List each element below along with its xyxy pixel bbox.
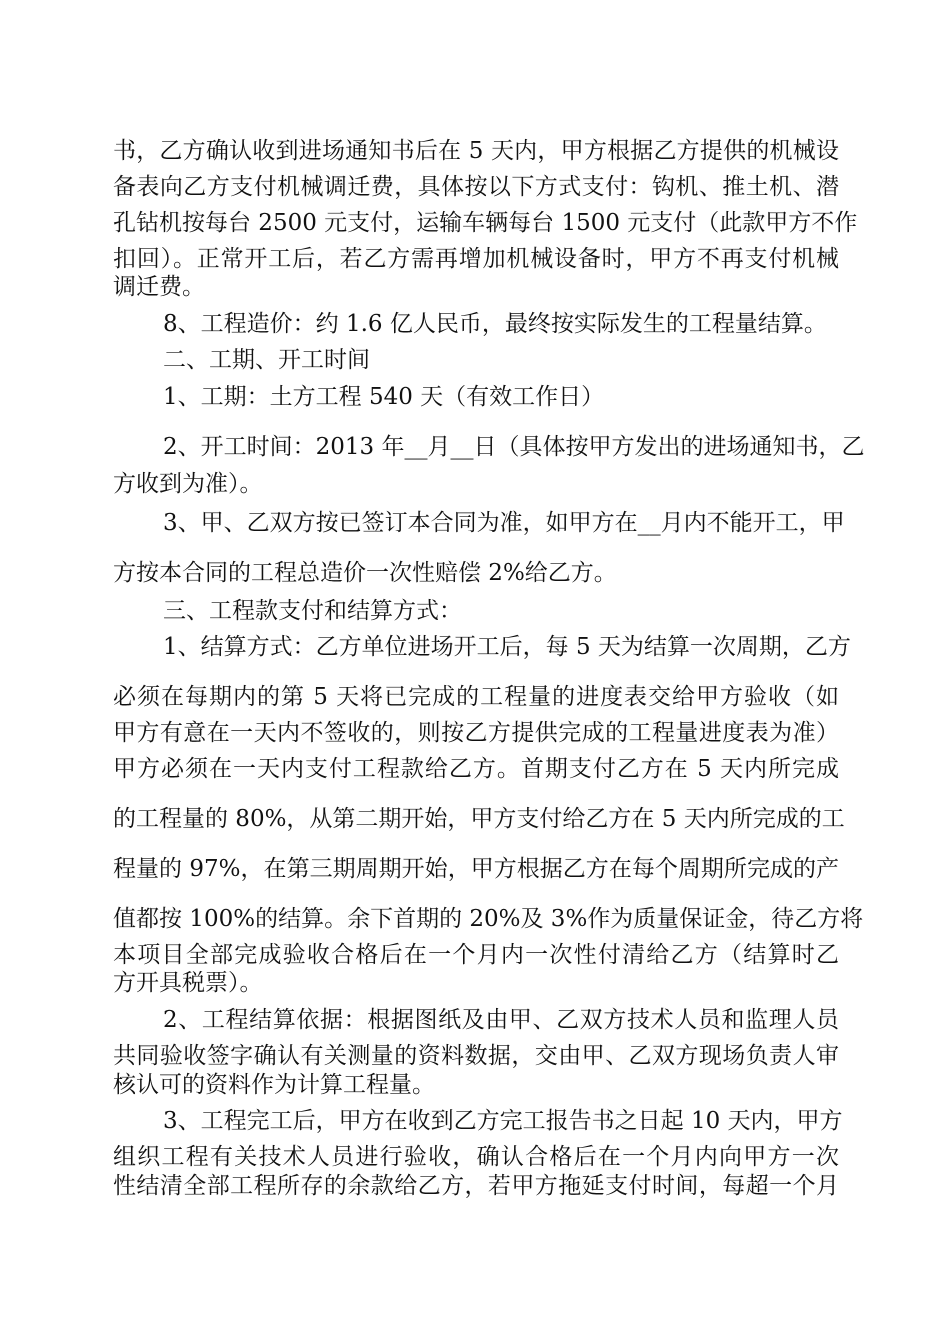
- paragraph-line: 书，乙方确认收到进场通知书后在 5 天内，甲方根据乙方提供的机械设: [113, 138, 839, 164]
- paragraph-line: 方开具税票）。: [113, 970, 263, 996]
- paragraph-line: 方收到为准）。: [113, 471, 263, 497]
- paragraph-line: 3、甲、乙双方按已签订本合同为准，如甲方在__月内不能开工，甲: [163, 510, 845, 536]
- paragraph-line: 甲方必须在一天内支付工程款给乙方。首期支付乙方在 5 天内所完成: [113, 756, 839, 782]
- paragraph-line: 值都按 100%的结算。余下首期的 20%及 3%作为质量保证金，待乙方将: [113, 906, 864, 932]
- paragraph-line: 1、结算方式：乙方单位进场开工后，每 5 天为结算一次周期，乙方: [163, 634, 851, 660]
- paragraph-line: 核认可的资料作为计算工程量。: [113, 1072, 435, 1098]
- paragraph-line: 组织工程有关技术人员进行验收，确认合格后在一个月内向甲方一次: [113, 1144, 839, 1170]
- paragraph-line: 孔钻机按每台 2500 元支付，运输车辆每台 1500 元支付（此款甲方不作: [113, 210, 858, 236]
- paragraph-line: 性结清全部工程所存的余款给乙方，若甲方拖延支付时间，每超一个月: [113, 1173, 839, 1199]
- section-heading: 三、工程款支付和结算方式：: [163, 598, 462, 624]
- paragraph-line: 必须在每期内的第 5 天将已完成的工程量的进度表交给甲方验收（如: [113, 684, 839, 710]
- paragraph-line: 程量的 97%，在第三期周期开始，甲方根据乙方在每个周期所完成的产: [113, 856, 839, 882]
- paragraph-line: 备表向乙方支付机械调迁费，具体按以下方式支付：钩机、推土机、潜: [113, 174, 839, 200]
- paragraph-line: 共同验收签字确认有关测量的资料数据，交由甲、乙双方现场负责人审: [113, 1043, 839, 1069]
- paragraph-line: 2、开工时间：2013 年__月__日（具体按甲方发出的进场通知书，乙: [163, 434, 865, 460]
- section-heading: 二、工期、开工时间: [163, 347, 370, 373]
- paragraph-line: 扣回）。正常开工后，若乙方需再增加机械设备时，甲方不再支付机械: [113, 246, 839, 272]
- paragraph-line: 的工程量的 80%，从第二期开始，甲方支付给乙方在 5 天内所完成的工: [113, 806, 845, 832]
- section-item: 1、工期：土方工程 540 天（有效工作日）: [163, 384, 605, 410]
- paragraph-line: 3、工程完工后，甲方在收到乙方完工报告书之日起 10 天内，甲方: [163, 1108, 843, 1134]
- paragraph-line: 本项目全部完成验收合格后在一个月内一次性付清给乙方（结算时乙: [113, 942, 839, 968]
- paragraph-line: 方按本合同的工程总造价一次性赔偿 2%给乙方。: [113, 560, 617, 586]
- paragraph-line: 2、工程结算依据：根据图纸及由甲、乙双方技术人员和监理人员: [163, 1007, 839, 1033]
- section-item: 8、工程造价：约 1.6 亿人民币，最终按实际发生的工程量结算。: [163, 311, 827, 337]
- paragraph-line: 甲方有意在一天内不签收的，则按乙方提供完成的工程量进度表为准）: [113, 720, 839, 746]
- paragraph-line: 调迁费。: [113, 274, 205, 300]
